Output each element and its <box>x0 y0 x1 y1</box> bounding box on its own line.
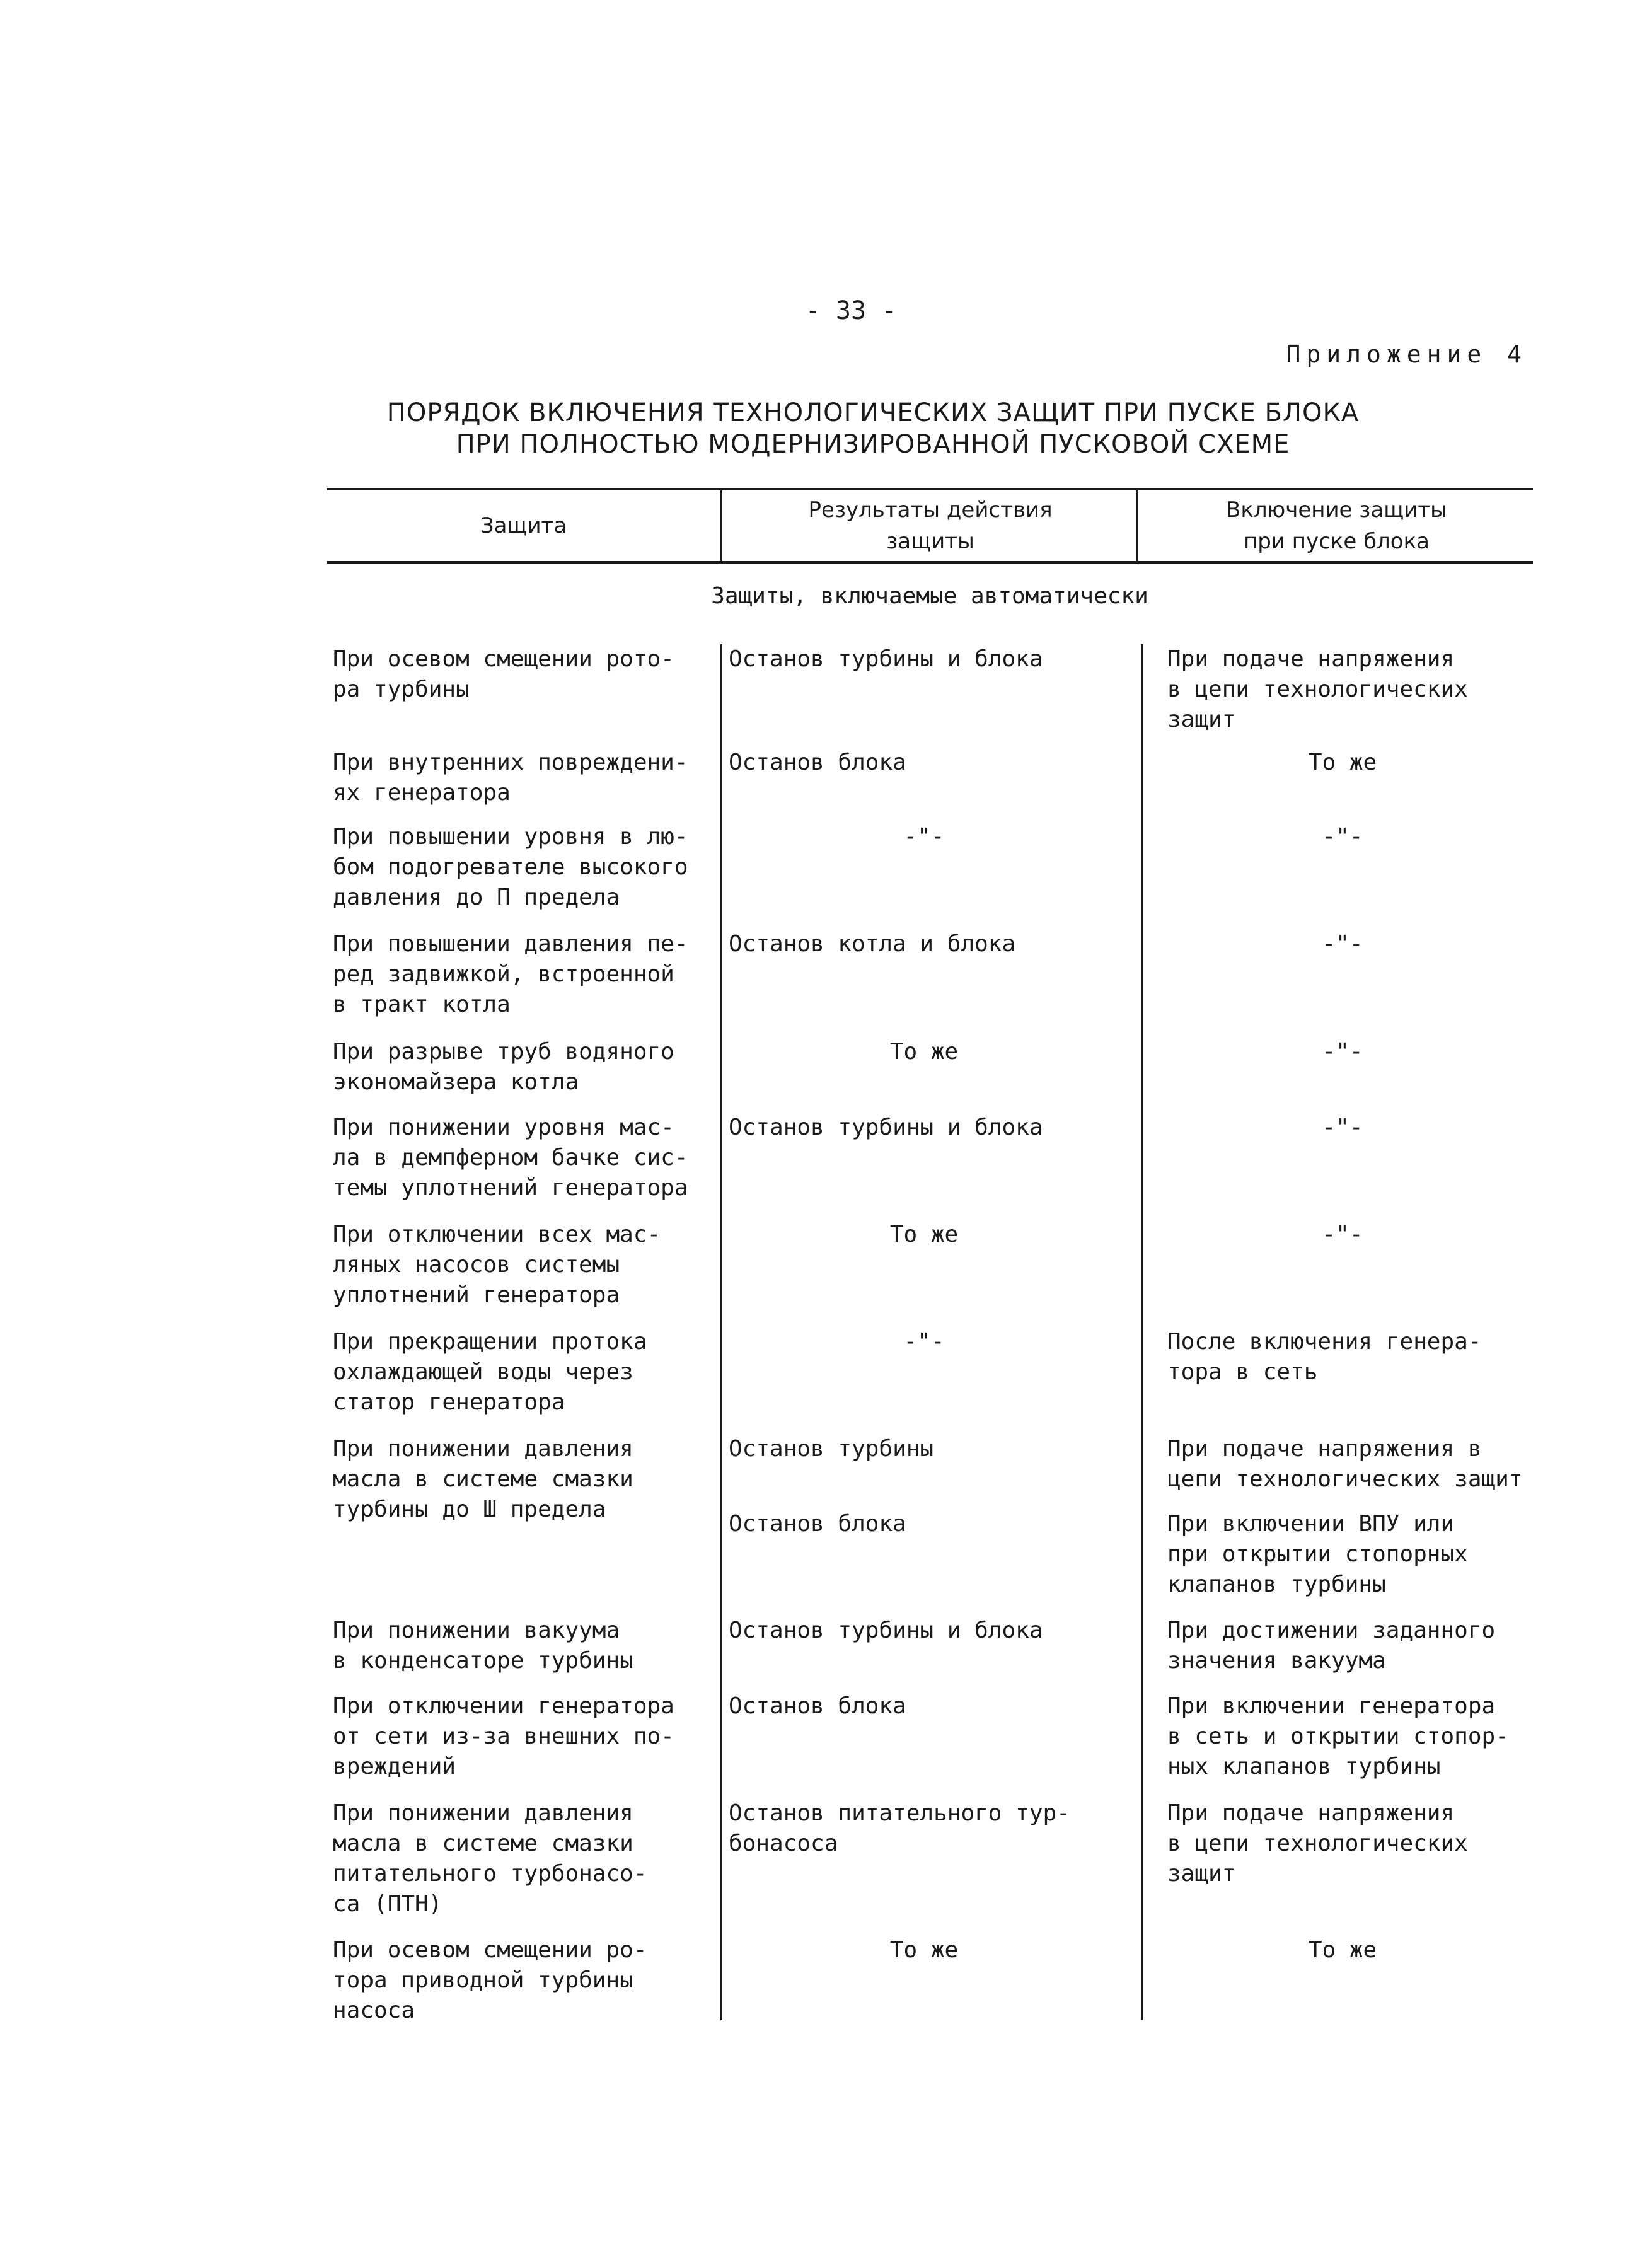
activation-cell: При подаче напряжения в цепи технологических защит <box>1167 646 1468 732</box>
activation-cell: -"- <box>1322 931 1363 957</box>
activation-cell: -"- <box>1322 1114 1363 1140</box>
page-number: - 33 - <box>805 296 897 325</box>
activation-cell: То же <box>1308 1937 1377 1963</box>
header-activation: Включение защиты при пуске блока <box>1136 490 1535 561</box>
activation-cell: То же <box>1308 749 1377 775</box>
title-line-1: ПОРЯДОК ВКЛЮЧЕНИЯ ТЕХНОЛОГИЧЕСКИХ ЗАЩИТ ПРИ ПУСКЕ БЛОКА <box>386 398 1360 427</box>
result-cell: -"- <box>903 1329 945 1355</box>
result-cell: Останов блока <box>729 1693 906 1719</box>
result-cell: Останов блока <box>729 1511 906 1537</box>
activation-cell: После включения генера- тора в сеть <box>1167 1329 1482 1385</box>
protection-cell: При прекращении протока охлаждающей воды через статор генератора <box>333 1329 647 1415</box>
result-cell: То же <box>889 1039 959 1065</box>
protection-cell: При осевом смещении ро- тора приводной турбины насоса <box>333 1937 647 2023</box>
activation-cell: При подаче напряжения в цепи технологических защит <box>1167 1800 1468 1887</box>
title-line-2: ПРИ ПОЛНОСТЬЮ МОДЕРНИЗИРОВАННОЙ ПУСКОВОЙ СХЕМЕ <box>456 430 1290 459</box>
protection-cell: При понижении вакуума в конденсаторе турбины <box>333 1617 633 1674</box>
protection-cell: При понижении давления масла в системе смазки турбины до Ш предела <box>333 1436 633 1522</box>
result-cell: -"- <box>903 824 945 850</box>
result-cell: Останов турбины <box>729 1436 934 1462</box>
protection-cell: При повышении давления пе- ред задвижкой, встроенной в тракт котла <box>333 931 688 1017</box>
protection-cell: При разрыве труб водяного экономайзера котла <box>333 1039 674 1095</box>
protection-cell: При повышении уровня в лю- бом подогревателе высокого давления до П предела <box>333 824 688 910</box>
result-cell: Останов турбины и блока <box>729 1114 1043 1140</box>
activation-cell: При достижении заданного значения вакуума <box>1167 1617 1496 1674</box>
document-title <box>315 397 1431 460</box>
result-cell: То же <box>889 1937 959 1963</box>
result-cell: Останов блока <box>729 749 906 775</box>
activation-cell: -"- <box>1322 824 1363 850</box>
result-cell: Останов турбины и блока <box>729 1617 1043 1643</box>
activation-cell: При подаче напряжения в цепи технологических защит <box>1167 1436 1523 1492</box>
activation-cell: -"- <box>1322 1039 1363 1065</box>
protection-cell: При осевом смещении рото- ра турбины <box>333 646 674 702</box>
protection-cell: При внутренних повреждени- ях генератора <box>333 749 688 806</box>
result-cell: Останов котла и блока <box>729 931 1016 957</box>
result-cell: Останов питательного тур- бонасоса <box>729 1800 1070 1856</box>
protection-cell: При отключении генератора от сети из-за внешних по- вреждений <box>333 1693 674 1779</box>
appendix-label: Приложение 4 <box>1286 340 1527 368</box>
header-result: Результаты действия защиты <box>720 490 1138 561</box>
activation-cell: При включении генератора в сеть и открытии стопор- ных клапанов турбины <box>1167 1693 1509 1779</box>
result-cell: Останов турбины и блока <box>729 646 1043 672</box>
protection-cell: При понижении давления масла в системе смазки питательного турбонасо- са (ПТН) <box>333 1800 647 1917</box>
protection-cell: При понижении уровня мас- ла в демпферном бачке сис- темы уплотнений генератора <box>333 1114 688 1201</box>
header-protection: Защита <box>480 513 567 538</box>
section-title: Защиты, включаемые автоматически <box>711 583 1148 609</box>
protection-cell: При отключении всех мас- ляных насосов системы уплотнений генератора <box>333 1222 661 1308</box>
activation-cell: При включении ВПУ или при открытии стопорных клапанов турбины <box>1167 1511 1468 1597</box>
result-cell: То же <box>889 1222 959 1247</box>
activation-cell: -"- <box>1322 1222 1363 1247</box>
table-header <box>327 488 1533 564</box>
